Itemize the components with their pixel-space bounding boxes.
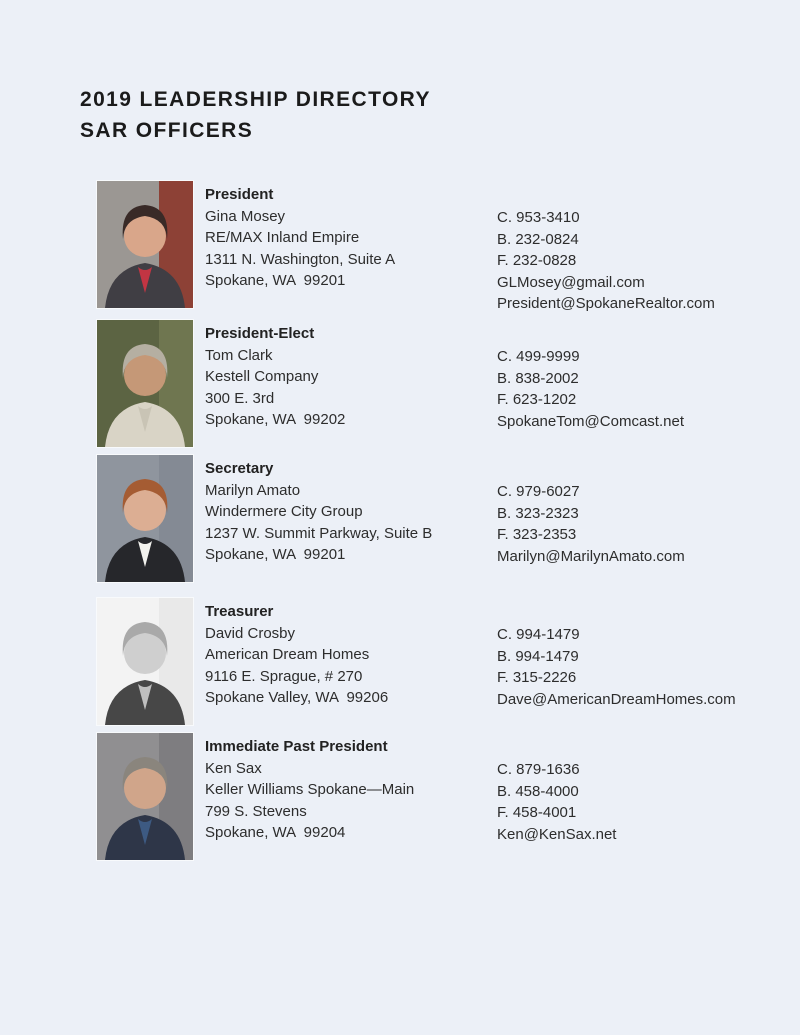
contact-fax: F. 323-2353 xyxy=(497,526,577,543)
contact-business: B. 323-2323 xyxy=(497,504,579,522)
officer-photo xyxy=(97,320,193,447)
contact-business: B. 458-4000 xyxy=(497,782,579,800)
page-title-line1: 2019 LEADERSHIP DIRECTORY xyxy=(80,88,431,111)
officer-address: 9116 E. Sprague, # 270 xyxy=(205,667,363,685)
officer-contact xyxy=(497,759,757,845)
officer-title: Immediate Past President xyxy=(205,738,388,755)
officer-name: Gina Mosey xyxy=(205,207,286,225)
officer-info xyxy=(205,736,495,844)
officer-photo xyxy=(97,455,193,582)
contact-email: Marilyn@MarilynAmato.com xyxy=(497,547,685,565)
officer-company: Windermere City Group xyxy=(205,503,363,520)
contact-cell: C. 499-9999 xyxy=(497,348,580,365)
officer-city: Spokane, WA 99202 xyxy=(205,411,346,428)
officer-address: 1237 W. Summit Parkway, Suite B xyxy=(205,524,433,542)
contact-email: GLMosey@gmail.com xyxy=(497,273,645,291)
page-title-line2: SAR OFFICERS xyxy=(80,119,254,142)
officer-entry-president xyxy=(97,181,757,311)
contact-email: SpokaneTom@Comcast.net xyxy=(497,412,684,430)
officer-city: Spokane Valley, WA 99206 xyxy=(205,689,389,706)
portrait-photo-icon xyxy=(97,181,193,308)
officer-contact xyxy=(497,624,757,710)
officer-title: President-Elect xyxy=(205,325,315,342)
contact-fax: F. 623-1202 xyxy=(497,391,577,408)
officer-title: Treasurer xyxy=(205,603,274,620)
officer-entry-treasurer xyxy=(97,598,757,728)
contact-email: Ken@KenSax.net xyxy=(497,825,617,843)
contact-business: B. 838-2002 xyxy=(497,369,579,387)
officer-name: Ken Sax xyxy=(205,759,262,777)
contact-fax: F. 315-2226 xyxy=(497,669,577,686)
contact-cell: C. 953-3410 xyxy=(497,209,580,226)
officer-photo xyxy=(97,181,193,308)
officer-company: American Dream Homes xyxy=(205,646,370,663)
contact-cell: C. 994-1479 xyxy=(497,626,580,643)
officer-address: 1311 N. Washington, Suite A xyxy=(205,250,396,268)
portrait-photo-icon xyxy=(97,455,193,582)
portrait-photo-icon xyxy=(97,733,193,860)
officer-entry-secretary xyxy=(97,455,757,585)
officer-address: 799 S. Stevens xyxy=(205,802,307,820)
officer-city: Spokane, WA 99201 xyxy=(205,272,346,289)
officer-photo xyxy=(97,733,193,860)
officer-city: Spokane, WA 99204 xyxy=(205,824,346,841)
officer-address: 300 E. 3rd xyxy=(205,389,275,407)
officer-info xyxy=(205,601,495,709)
officer-entry-immediate-past-president xyxy=(97,733,757,863)
officer-info xyxy=(205,184,495,292)
contact-fax: F. 458-4001 xyxy=(497,804,577,821)
officer-contact xyxy=(497,346,757,432)
officer-title: Secretary xyxy=(205,460,274,477)
officer-contact xyxy=(497,207,757,315)
portrait-photo-icon xyxy=(97,598,193,725)
portrait-photo-icon xyxy=(97,320,193,447)
contact-fax: F. 232-0828 xyxy=(497,252,577,269)
page-title xyxy=(80,84,431,146)
contact-email-2: President@SpokaneRealtor.com xyxy=(497,295,715,312)
officer-name: Marilyn Amato xyxy=(205,481,301,499)
officer-contact xyxy=(497,481,757,567)
officer-company: Kestell Company xyxy=(205,368,319,385)
officer-company: RE/MAX Inland Empire xyxy=(205,229,360,246)
officer-name: Tom Clark xyxy=(205,346,273,364)
officer-entry-president-elect xyxy=(97,320,757,450)
officer-name: David Crosby xyxy=(205,624,296,642)
officer-info xyxy=(205,323,495,431)
officer-company: Keller Williams Spokane—Main xyxy=(205,781,415,798)
contact-business: B. 994-1479 xyxy=(497,647,579,665)
contact-business: B. 232-0824 xyxy=(497,230,579,248)
contact-cell: C. 879-1636 xyxy=(497,761,580,778)
contact-email: Dave@AmericanDreamHomes.com xyxy=(497,690,736,708)
officer-city: Spokane, WA 99201 xyxy=(205,546,346,563)
officer-title: President xyxy=(205,186,274,203)
officer-photo xyxy=(97,598,193,725)
officer-info xyxy=(205,458,495,566)
contact-cell: C. 979-6027 xyxy=(497,483,580,500)
